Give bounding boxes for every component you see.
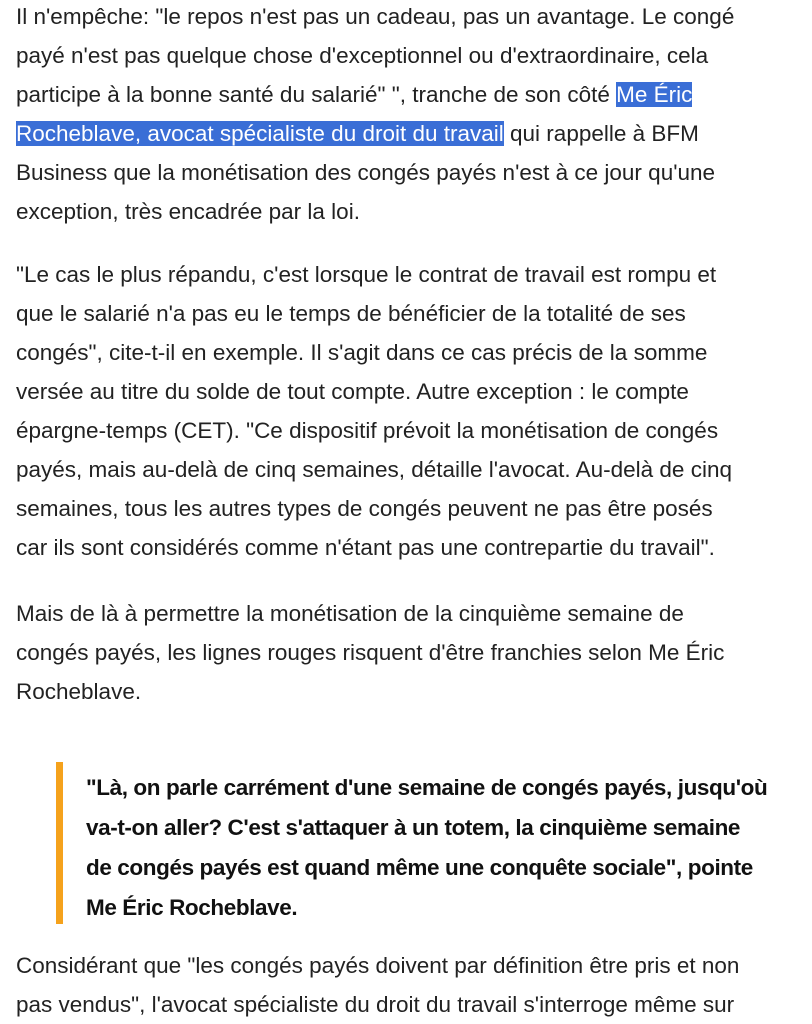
text-line: Considérant que "les congés payés doivent par définition être pris et non xyxy=(16,953,740,978)
quote-line: va-t-on aller? C'est s'attaquer à un totem, la cinquième semaine xyxy=(86,815,741,840)
text-line: épargne-temps (CET). "Ce dispositif prévoit la monétisation de congés xyxy=(16,418,719,443)
quote-line: "Là, on parle carrément d'une semaine de congés payés, jusqu'où xyxy=(86,775,768,800)
text-line: que le salarié n'a pas eu le temps de bénéficier de la totalité de ses xyxy=(16,301,686,326)
text-line: payés, mais au-delà de cinq semaines, détaille l'avocat. Au-delà de cinq xyxy=(16,457,732,482)
quote-line: Me Éric Rocheblave. xyxy=(86,895,298,920)
text-line: Rocheblave. xyxy=(16,679,142,704)
text-line: Mais de là à permettre la monétisation de la cinquième semaine de xyxy=(16,601,684,626)
text-line: versée au titre du solde de tout compte. Autre exception : le compte xyxy=(16,379,689,404)
paragraph-3 xyxy=(16,594,724,711)
paragraph-1 xyxy=(16,0,734,231)
text-line xyxy=(16,75,734,114)
selected-text[interactable]: Rocheblave, avocat spécialiste du droit du travail xyxy=(16,121,504,146)
quote-line: de congés payés est quand même une conquête sociale", pointe xyxy=(86,855,753,880)
text-line: "Le cas le plus répandu, c'est lorsque le contrat de travail est rompu et xyxy=(16,262,717,287)
text-line: congés", cite-t-il en exemple. Il s'agit dans ce cas précis de la somme xyxy=(16,340,708,365)
text-line: Il n'empêche: "le repos n'est pas un cadeau, pas un avantage. Le congé xyxy=(16,4,735,29)
text-line: car ils sont considérés comme n'étant pas une contrepartie du travail". xyxy=(16,535,715,560)
text-line: payé n'est pas quelque chose d'exceptionnel ou d'extraordinaire, cela xyxy=(16,43,709,68)
text-line: pas vendus", l'avocat spécialiste du droit du travail s'interroge même sur xyxy=(16,992,735,1017)
selected-text[interactable]: Me Éric xyxy=(616,82,693,107)
text-line: semaines, tous les autres types de congés peuvent ne pas être posés xyxy=(16,496,713,521)
text-segment: participe à la bonne santé du salarié" ", tranche de son côté xyxy=(16,82,617,107)
text-line xyxy=(16,114,734,153)
paragraph-4 xyxy=(16,946,739,1024)
text-segment: qui rappelle à BFM xyxy=(503,121,699,146)
paragraph-2 xyxy=(16,255,732,567)
text-line: exception, très encadrée par la loi. xyxy=(16,199,360,224)
text-line: Business que la monétisation des congés payés n'est à ce jour qu'une xyxy=(16,160,716,185)
pull-quote xyxy=(56,762,812,924)
text-line: congés payés, les lignes rouges risquent d'être franchies selon Me Éric xyxy=(16,640,725,665)
quote-text xyxy=(86,768,812,928)
